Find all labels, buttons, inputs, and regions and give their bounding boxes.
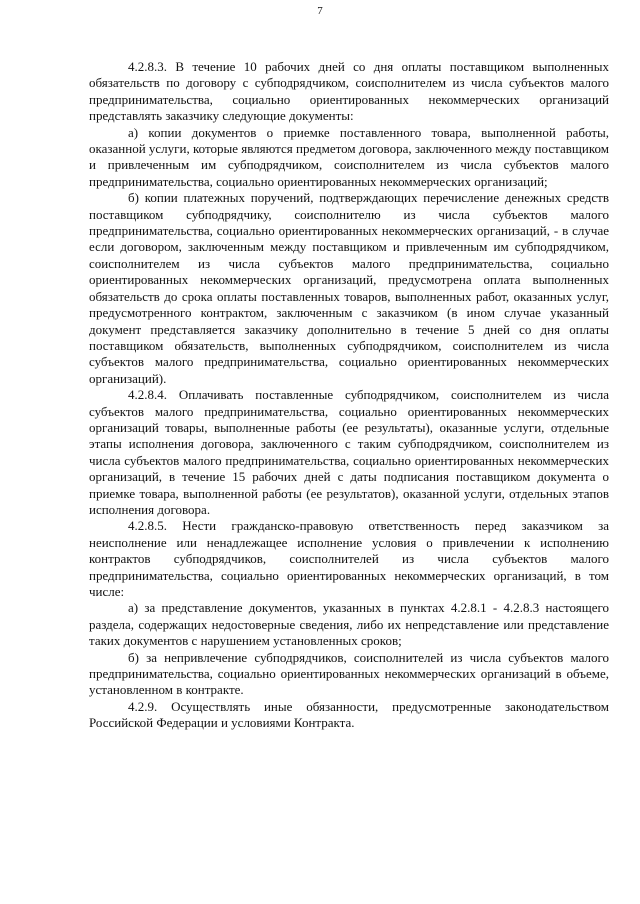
paragraph-subitem-a-acceptance-docs: а) копии документов о приемке поставленного товара, выполненной работы, оказанной услуги, которые являются предметом договора, заключенного между поставщиком и привлеченным им субподрядчиком, соисполнителем из числа субъектов малого предпринимательства, социально ориентированных некоммерческих организаций; <box>89 124 609 189</box>
page-number: 7 <box>317 5 323 17</box>
paragraph-4-2-8-3: 4.2.8.3. В течение 10 рабочих дней со дня оплаты поставщиком выполненных обязательств по договору с субподрядчиком, соисполнителем из числа субъектов малого предпринимательства, социально ориентированных некоммерческих организаций представлять заказчику следующие документы: <box>89 59 609 124</box>
paragraph-subitem-b-non-involvement: б) за непривлечение субподрядчиков, соисполнителей из числа субъектов малого предпринимательства, социально ориентированных некоммерческих организаций в объеме, установленном в контракте. <box>89 649 609 698</box>
paragraph-4-2-8-5: 4.2.8.5. Нести гражданско-правовую ответственность перед заказчиком за неисполнение или ненадлежащее исполнение условия о привлечении к исполнению контрактов субподрядчиков, соисполнителей из числа субъектов малого предпринимательства, социально ориентированных некоммерческих организаций, в том числе: <box>89 518 609 599</box>
paragraph-subitem-a-false-documents: а) за представление документов, указанных в пунктах 4.2.8.1 - 4.2.8.3 настоящего раздела, содержащих недостоверные сведения, либо их непредставление или представление таких документов с нарушением установленных сроков; <box>89 600 609 649</box>
document-body <box>89 59 609 732</box>
paragraph-4-2-8-4: 4.2.8.4. Оплачивать поставленные субподрядчиком, соисполнителем из числа субъектов малого предпринимательства, социально ориентированных некоммерческих организаций товары, выполненные работы (ее результаты), оказанные услуги, отдельные этапы исполнения договора, заключенного с таким субподрядчиком, соисполнителем из числа субъектов малого предпринимательства, социально ориентированных некоммерческих организаций, в течение 15 рабочих дней с даты подписания поставщиком документа о приемке товара, выполненной работы (ее результатов), оказанной услуги, отдельных этапов исполнения договора. <box>89 387 609 517</box>
paragraph-4-2-9: 4.2.9. Осуществлять иные обязанности, предусмотренные законодательством Российской Федерации и условиями Контракта. <box>89 698 609 731</box>
paragraph-subitem-b-payment-orders: б) копии платежных поручений, подтверждающих перечисление денежных средств поставщиком субподрядчику, соисполнителю из числа субъектов малого предпринимательства, социально ориентированных некоммерческих организаций, - в случае если договором, заключенным между поставщиком и привлеченным им субподрядчиком, соисполнителем из числа субъектов малого предпринимательства, социально ориентированных некоммерческих организаций, предусмотрена оплата выполненных обязательств до срока оплаты поставленных товаров, выполненных работ, оказанных услуг, предусмотренного контрактом, заключенным с заказчиком (в ином случае указанный документ представляется заказчику дополнительно в течение 5 дней со дня оплаты поставщиком обязательств, выполненных субподрядчиком, соисполнителем из числа субъектов малого предпринимательства, социально ориентированных некоммерческих организаций). <box>89 190 609 386</box>
